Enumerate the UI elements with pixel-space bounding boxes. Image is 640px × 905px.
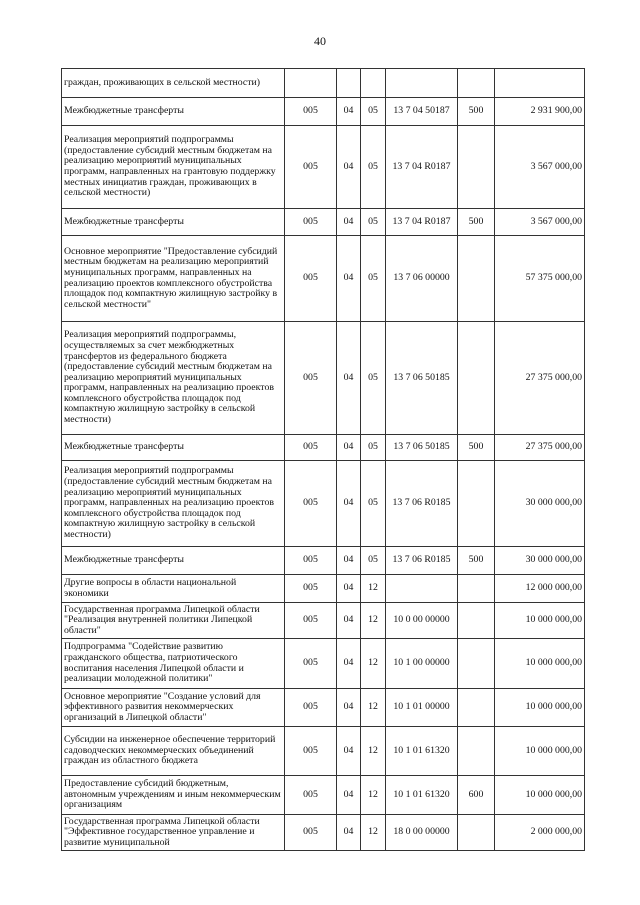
item-name-cell: Межбюджетные трансферты bbox=[62, 435, 285, 461]
amount-cell: 30 000 000,00 bbox=[495, 461, 585, 547]
amount-cell: 30 000 000,00 bbox=[495, 547, 585, 575]
expense-type-code-cell bbox=[458, 815, 495, 851]
ministry-code-cell: 005 bbox=[285, 461, 337, 547]
table-row bbox=[62, 461, 585, 547]
item-name-cell: Другие вопросы в области национальной экономики bbox=[62, 575, 285, 603]
target-article-code-cell: 13 7 04 50187 bbox=[386, 98, 458, 126]
target-article-code-cell: 10 1 01 61320 bbox=[386, 727, 458, 776]
item-name-cell: граждан, проживающих в сельской местности) bbox=[62, 69, 285, 98]
amount-cell bbox=[495, 69, 585, 98]
table-row bbox=[62, 435, 585, 461]
amount-cell: 27 375 000,00 bbox=[495, 322, 585, 435]
section-code-cell: 04 bbox=[337, 322, 361, 435]
item-name-cell: Реализация мероприятий подпрограммы (предоставление субсидий местным бюджетам на реализацию мероприятий муниципальных программ, направленных на грантовую поддержку местных инициатив граждан, проживающих в сельской местности) bbox=[62, 126, 285, 209]
subsection-code-cell: 05 bbox=[361, 322, 386, 435]
subsection-code-cell: 12 bbox=[361, 603, 386, 639]
table-body bbox=[62, 69, 585, 851]
section-code-cell: 04 bbox=[337, 639, 361, 689]
section-code-cell: 04 bbox=[337, 98, 361, 126]
section-code-cell: 04 bbox=[337, 126, 361, 209]
section-code-cell: 04 bbox=[337, 209, 361, 236]
subsection-code-cell: 12 bbox=[361, 727, 386, 776]
item-name-cell: Государственная программа Липецкой области "Эффективное государственное управление и развитие муниципальной bbox=[62, 815, 285, 851]
expense-type-code-cell bbox=[458, 727, 495, 776]
item-name-cell: Межбюджетные трансферты bbox=[62, 209, 285, 236]
amount-cell: 10 000 000,00 bbox=[495, 603, 585, 639]
ministry-code-cell: 005 bbox=[285, 209, 337, 236]
target-article-code-cell bbox=[386, 575, 458, 603]
subsection-code-cell bbox=[361, 69, 386, 98]
target-article-code-cell: 13 7 04 R0187 bbox=[386, 209, 458, 236]
target-article-code-cell: 10 1 00 00000 bbox=[386, 639, 458, 689]
target-article-code-cell: 13 7 06 50185 bbox=[386, 435, 458, 461]
expense-type-code-cell: 500 bbox=[458, 209, 495, 236]
ministry-code-cell: 005 bbox=[285, 639, 337, 689]
amount-cell: 57 375 000,00 bbox=[495, 236, 585, 322]
section-code-cell: 04 bbox=[337, 776, 361, 815]
table-row bbox=[62, 236, 585, 322]
target-article-code-cell: 13 7 06 50185 bbox=[386, 322, 458, 435]
expense-type-code-cell bbox=[458, 639, 495, 689]
section-code-cell bbox=[337, 69, 361, 98]
item-name-cell: Государственная программа Липецкой области "Реализация внутренней политики Липецкой области" bbox=[62, 603, 285, 639]
subsection-code-cell: 05 bbox=[361, 461, 386, 547]
ministry-code-cell: 005 bbox=[285, 689, 337, 727]
section-code-cell: 04 bbox=[337, 689, 361, 727]
amount-cell: 3 567 000,00 bbox=[495, 209, 585, 236]
expense-type-code-cell bbox=[458, 236, 495, 322]
section-code-cell: 04 bbox=[337, 575, 361, 603]
target-article-code-cell: 10 1 01 61320 bbox=[386, 776, 458, 815]
target-article-code-cell: 13 7 06 R0185 bbox=[386, 547, 458, 575]
target-article-code-cell: 10 1 01 00000 bbox=[386, 689, 458, 727]
expense-type-code-cell bbox=[458, 575, 495, 603]
page-number: 40 bbox=[314, 34, 326, 48]
item-name-cell: Межбюджетные трансферты bbox=[62, 547, 285, 575]
ministry-code-cell: 005 bbox=[285, 322, 337, 435]
table-row bbox=[62, 126, 585, 209]
ministry-code-cell: 005 bbox=[285, 126, 337, 209]
target-article-code-cell bbox=[386, 69, 458, 98]
table-row bbox=[62, 322, 585, 435]
expense-type-code-cell bbox=[458, 322, 495, 435]
amount-cell: 12 000 000,00 bbox=[495, 575, 585, 603]
subsection-code-cell: 12 bbox=[361, 776, 386, 815]
expense-type-code-cell: 500 bbox=[458, 98, 495, 126]
table-row bbox=[62, 575, 585, 603]
table-row bbox=[62, 776, 585, 815]
expense-type-code-cell bbox=[458, 689, 495, 727]
expense-type-code-cell bbox=[458, 126, 495, 209]
table-row bbox=[62, 547, 585, 575]
amount-cell: 3 567 000,00 bbox=[495, 126, 585, 209]
item-name-cell: Основное мероприятие "Создание условий для эффективного развития некоммерческих организаций в Липецкой области" bbox=[62, 689, 285, 727]
budget-table bbox=[61, 68, 585, 851]
table-row bbox=[62, 209, 585, 236]
target-article-code-cell: 13 7 04 R0187 bbox=[386, 126, 458, 209]
ministry-code-cell: 005 bbox=[285, 603, 337, 639]
amount-cell: 10 000 000,00 bbox=[495, 639, 585, 689]
ministry-code-cell: 005 bbox=[285, 98, 337, 126]
section-code-cell: 04 bbox=[337, 547, 361, 575]
ministry-code-cell: 005 bbox=[285, 815, 337, 851]
amount-cell: 10 000 000,00 bbox=[495, 727, 585, 776]
target-article-code-cell: 18 0 00 00000 bbox=[386, 815, 458, 851]
amount-cell: 2 000 000,00 bbox=[495, 815, 585, 851]
section-code-cell: 04 bbox=[337, 727, 361, 776]
subsection-code-cell: 05 bbox=[361, 236, 386, 322]
subsection-code-cell: 12 bbox=[361, 575, 386, 603]
ministry-code-cell bbox=[285, 69, 337, 98]
item-name-cell: Реализация мероприятий подпрограммы (предоставление субсидий местным бюджетам на реализацию мероприятий муниципальных программ, направленных на реализацию проектов комплексного обустройства площадок под компактную жилищную застройку в сельской местности) bbox=[62, 461, 285, 547]
table-row bbox=[62, 639, 585, 689]
ministry-code-cell: 005 bbox=[285, 435, 337, 461]
target-article-code-cell: 10 0 00 00000 bbox=[386, 603, 458, 639]
amount-cell: 27 375 000,00 bbox=[495, 435, 585, 461]
ministry-code-cell: 005 bbox=[285, 236, 337, 322]
target-article-code-cell: 13 7 06 R0185 bbox=[386, 461, 458, 547]
expense-type-code-cell bbox=[458, 69, 495, 98]
table-row bbox=[62, 98, 585, 126]
subsection-code-cell: 05 bbox=[361, 435, 386, 461]
table-row bbox=[62, 69, 585, 98]
ministry-code-cell: 005 bbox=[285, 727, 337, 776]
subsection-code-cell: 05 bbox=[361, 98, 386, 126]
section-code-cell: 04 bbox=[337, 815, 361, 851]
target-article-code-cell: 13 7 06 00000 bbox=[386, 236, 458, 322]
amount-cell: 10 000 000,00 bbox=[495, 689, 585, 727]
item-name-cell: Реализация мероприятий подпрограммы, осуществляемых за счет межбюджетных трансфертов из федерального бюджета (предоставление субсидий местным бюджетам на реализацию мероприятий муниципальных программ, направленных на реализацию проектов комплексного обустройства площадок под компактную жилищную застройку в сельской местности) bbox=[62, 322, 285, 435]
ministry-code-cell: 005 bbox=[285, 575, 337, 603]
ministry-code-cell: 005 bbox=[285, 776, 337, 815]
section-code-cell: 04 bbox=[337, 236, 361, 322]
subsection-code-cell: 05 bbox=[361, 126, 386, 209]
section-code-cell: 04 bbox=[337, 461, 361, 547]
table-row bbox=[62, 603, 585, 639]
expense-type-code-cell bbox=[458, 603, 495, 639]
subsection-code-cell: 12 bbox=[361, 639, 386, 689]
subsection-code-cell: 12 bbox=[361, 815, 386, 851]
expense-type-code-cell: 500 bbox=[458, 547, 495, 575]
ministry-code-cell: 005 bbox=[285, 547, 337, 575]
subsection-code-cell: 05 bbox=[361, 209, 386, 236]
item-name-cell: Субсидии на инженерное обеспечение территорий садоводческих некоммерческих объединений граждан из областного бюджета bbox=[62, 727, 285, 776]
subsection-code-cell: 05 bbox=[361, 547, 386, 575]
item-name-cell: Подпрограмма "Содействие развитию гражданского общества, патриотического воспитания населения Липецкой области и реализации молодежной политики" bbox=[62, 639, 285, 689]
table-row bbox=[62, 727, 585, 776]
amount-cell: 10 000 000,00 bbox=[495, 776, 585, 815]
expense-type-code-cell: 600 bbox=[458, 776, 495, 815]
table-row bbox=[62, 689, 585, 727]
amount-cell: 2 931 900,00 bbox=[495, 98, 585, 126]
item-name-cell: Основное мероприятие "Предоставление субсидий местным бюджетам на реализацию мероприятий муниципальных программ, направленных на реализацию проектов комплексного обустройства площадок под компактную жилищную застройку в сельской местности" bbox=[62, 236, 285, 322]
item-name-cell: Предоставление субсидий бюджетным, автономным учреждениям и иным некоммерческим организациям bbox=[62, 776, 285, 815]
section-code-cell: 04 bbox=[337, 435, 361, 461]
section-code-cell: 04 bbox=[337, 603, 361, 639]
expense-type-code-cell bbox=[458, 461, 495, 547]
table-row bbox=[62, 815, 585, 851]
item-name-cell: Межбюджетные трансферты bbox=[62, 98, 285, 126]
subsection-code-cell: 12 bbox=[361, 689, 386, 727]
expense-type-code-cell: 500 bbox=[458, 435, 495, 461]
